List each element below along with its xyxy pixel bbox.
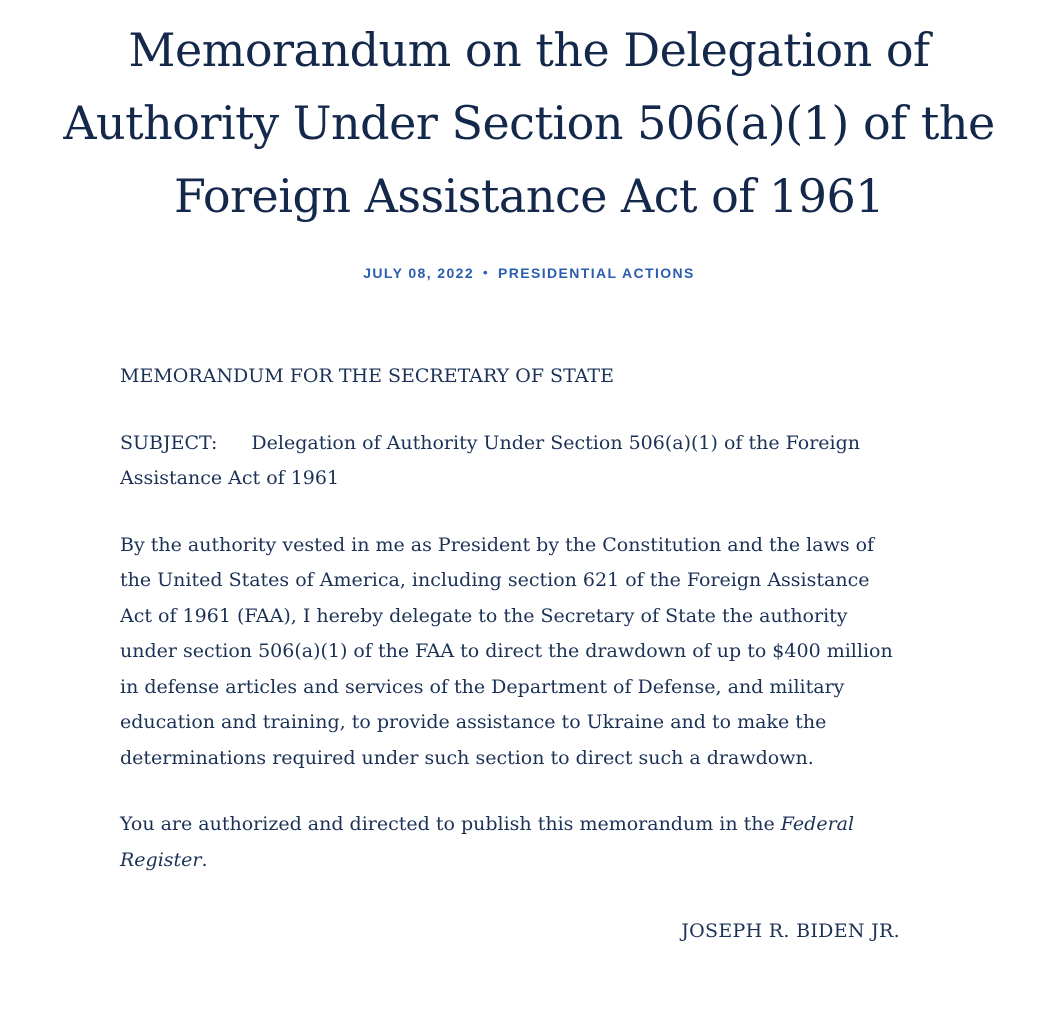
article-date: JULY 08, 2022	[363, 265, 475, 281]
category-link[interactable]: PRESIDENTIAL ACTIONS	[498, 265, 695, 281]
page-title: Memorandum on the Delegation of Authority Under Section 506(a)(1) of the Foreign Assistance Act of 1961	[63, 23, 995, 223]
publish-text: You are authorized and directed to publish this memorandum in the	[120, 813, 781, 835]
subject-text: Delegation of Authority Under Section 506(a)(1) of the Foreign Assistance Act of 1961	[120, 431, 861, 489]
subject-label: SUBJECT:	[120, 431, 218, 454]
article-header	[0, 0, 1058, 281]
federal-register-italic: Federal Register	[120, 813, 855, 871]
memo-recipient-line: MEMORANDUM FOR THE SECRETARY OF STATE	[120, 365, 614, 387]
publish-period: .	[201, 848, 208, 871]
delegation-paragraph: By the authority vested in me as President by the Constitution and the laws of the United States of America, including section 621 of the Foreign Assistance Act of 1961 (FAA), I hereby delegate to the Secretary of State the authority under section 506(a)(1) of the FAA to direct the drawdown of up to $400 million in defense articles and services of the Department of Defense, and military education and training, to provide assistance to Ukraine and to make the determinations required under such section to direct such a drawdown.	[120, 533, 893, 769]
signature-line: JOSEPH R. BIDEN JR.	[681, 920, 900, 942]
meta-separator: •	[483, 265, 489, 280]
article-body	[120, 359, 900, 950]
publish-paragraph	[120, 807, 900, 878]
article-meta	[0, 265, 1058, 281]
subject-line	[120, 426, 900, 497]
